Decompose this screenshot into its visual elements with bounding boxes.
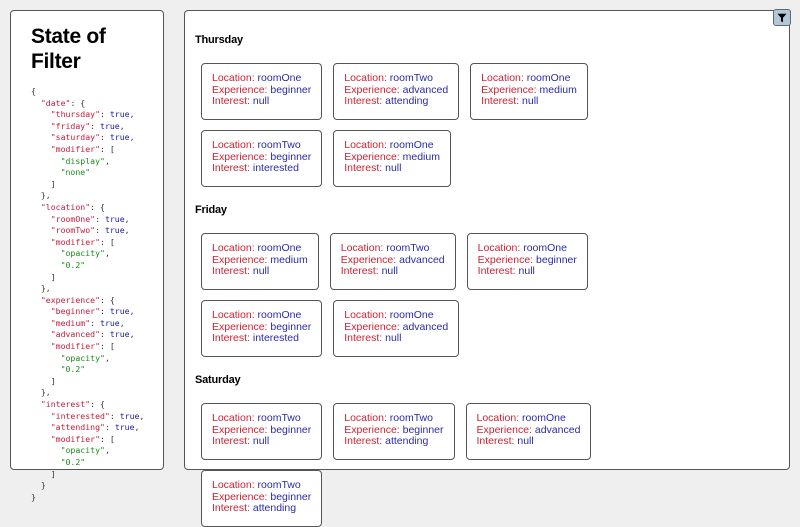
interest-row [212, 266, 308, 278]
interest-label: Interest: [481, 95, 523, 107]
filter-icon [777, 13, 787, 23]
interest-label: Interest: [212, 435, 253, 447]
location-label: Location: [344, 412, 390, 424]
interest-row [344, 163, 440, 175]
location-value: roomTwo [389, 412, 433, 424]
day-heading: Saturday [195, 374, 241, 386]
session-cards [201, 403, 701, 527]
session-card[interactable] [333, 300, 459, 357]
interest-label: Interest: [344, 162, 386, 174]
interest-value: interested [252, 332, 299, 344]
schedule-panel [184, 10, 790, 514]
interest-value: null [252, 435, 270, 447]
experience-value: advanced [402, 320, 449, 333]
experience-value: advanced [402, 83, 449, 96]
interest-value: null [381, 265, 398, 277]
location-value: roomTwo [389, 72, 433, 84]
session-card[interactable] [201, 233, 319, 290]
location-value: roomOne [389, 309, 434, 321]
day-section-thursday [195, 33, 789, 187]
location-value: roomTwo [386, 242, 430, 254]
experience-value: beginner [270, 83, 312, 96]
session-card[interactable] [333, 63, 459, 120]
location-value: roomOne [389, 139, 434, 151]
interest-value: null [252, 265, 270, 277]
experience-label: Experience: [344, 150, 403, 163]
session-card[interactable] [201, 63, 322, 120]
experience-label: Experience: [212, 150, 271, 163]
location-label: Location: [344, 139, 390, 151]
interest-row [478, 266, 577, 278]
experience-label: Experience: [340, 253, 400, 266]
session-cards [201, 63, 701, 187]
location-label: Location: [212, 72, 258, 84]
session-cards [201, 233, 701, 357]
interest-value: null [385, 162, 402, 174]
filter-state-json: { "date": { "thursday": true, "friday": true, "saturday": true, "modifier": [ "display", "none" ] }, "location": { "roomOne": true, "roomTwo": true, "modifier": [ "opacity", "0.2" ] }, "experience": { "beginner": true, "medium": true, "advanced": true, "modifier": [ "opacity", "0.2" ] }, "interest": { "interested": true, "attending": true, "modifier": [ "opacity", "0.2" ] } } [31, 86, 145, 502]
location-label: Location: [212, 139, 258, 151]
interest-label: Interest: [344, 95, 386, 107]
interest-value: null [518, 265, 535, 277]
location-value: roomOne [257, 309, 302, 321]
experience-value: beginner [402, 423, 444, 436]
location-value: roomOne [522, 412, 566, 424]
interest-row [212, 96, 311, 108]
experience-label: Experience: [212, 253, 271, 266]
interest-value: null [252, 95, 270, 107]
interest-row [344, 333, 448, 345]
interest-label: Interest: [477, 265, 519, 277]
experience-label: Experience: [477, 253, 537, 266]
session-card[interactable] [466, 403, 592, 460]
experience-value: beginner [270, 320, 312, 333]
location-label: Location: [477, 242, 524, 254]
interest-value: attending [385, 435, 429, 447]
interest-row [344, 436, 443, 448]
location-label: Location: [344, 72, 390, 84]
interest-label: Interest: [476, 435, 518, 447]
session-card[interactable] [330, 233, 456, 290]
interest-label: Interest: [212, 162, 253, 174]
day-heading: Thursday [195, 34, 243, 46]
location-label: Location: [481, 72, 527, 84]
interest-row [341, 266, 445, 278]
location-value: roomTwo [257, 479, 301, 491]
interest-label: Interest: [212, 265, 253, 277]
location-label: Location: [212, 479, 258, 491]
session-card[interactable] [201, 470, 322, 527]
location-value: roomOne [257, 72, 302, 84]
experience-label: Experience: [344, 320, 403, 333]
experience-label: Experience: [481, 83, 540, 96]
interest-value: null [385, 332, 402, 344]
session-card[interactable] [201, 403, 322, 460]
experience-value: medium [402, 150, 440, 163]
location-value: roomTwo [257, 412, 301, 424]
session-card[interactable] [333, 130, 451, 187]
day-heading: Friday [195, 204, 227, 216]
session-card[interactable] [333, 403, 454, 460]
location-label: Location: [344, 309, 390, 321]
interest-value: attending [385, 95, 429, 107]
location-label: Location: [340, 242, 387, 254]
location-value: roomOne [523, 242, 567, 254]
panel-title: State of Filter [31, 25, 106, 73]
experience-value: advanced [399, 253, 445, 266]
location-label: Location: [212, 242, 258, 254]
day-section-saturday [195, 373, 789, 527]
interest-label: Interest: [212, 502, 253, 514]
interest-value: null [517, 435, 534, 447]
session-card[interactable] [201, 130, 322, 187]
experience-value: beginner [270, 490, 312, 503]
experience-label: Experience: [212, 423, 271, 436]
interest-label: Interest: [344, 332, 386, 344]
interest-label: Interest: [344, 435, 386, 447]
location-label: Location: [212, 412, 258, 424]
interest-value: attending [252, 502, 297, 514]
interest-row [212, 503, 311, 515]
interest-row [212, 163, 311, 175]
interest-row [344, 96, 448, 108]
experience-value: beginner [536, 253, 577, 266]
experience-label: Experience: [212, 83, 271, 96]
experience-value: advanced [534, 423, 581, 436]
interest-row [481, 96, 577, 108]
filter-state-panel [10, 10, 164, 502]
interest-label: Interest: [212, 95, 253, 107]
experience-value: beginner [270, 150, 312, 163]
experience-value: medium [539, 83, 577, 96]
interest-value: interested [252, 162, 299, 174]
interest-value: null [522, 95, 539, 107]
experience-value: medium [270, 253, 308, 266]
session-card[interactable] [470, 63, 588, 120]
session-card[interactable] [201, 300, 322, 357]
days-container [195, 33, 789, 527]
location-value: roomOne [257, 242, 302, 254]
experience-label: Experience: [476, 423, 535, 436]
day-section-friday [195, 203, 789, 357]
experience-label: Experience: [212, 490, 271, 503]
session-card[interactable] [467, 233, 588, 290]
location-value: roomTwo [257, 139, 301, 151]
filter-button[interactable] [773, 9, 791, 26]
experience-value: beginner [270, 423, 312, 436]
interest-row [212, 333, 311, 345]
experience-label: Experience: [344, 423, 403, 436]
interest-row [477, 436, 581, 448]
location-label: Location: [476, 412, 523, 424]
interest-label: Interest: [212, 332, 253, 344]
experience-label: Experience: [344, 83, 403, 96]
interest-row [212, 436, 311, 448]
location-value: roomOne [526, 72, 571, 84]
location-label: Location: [212, 309, 258, 321]
interest-label: Interest: [340, 265, 382, 277]
experience-label: Experience: [212, 320, 271, 333]
